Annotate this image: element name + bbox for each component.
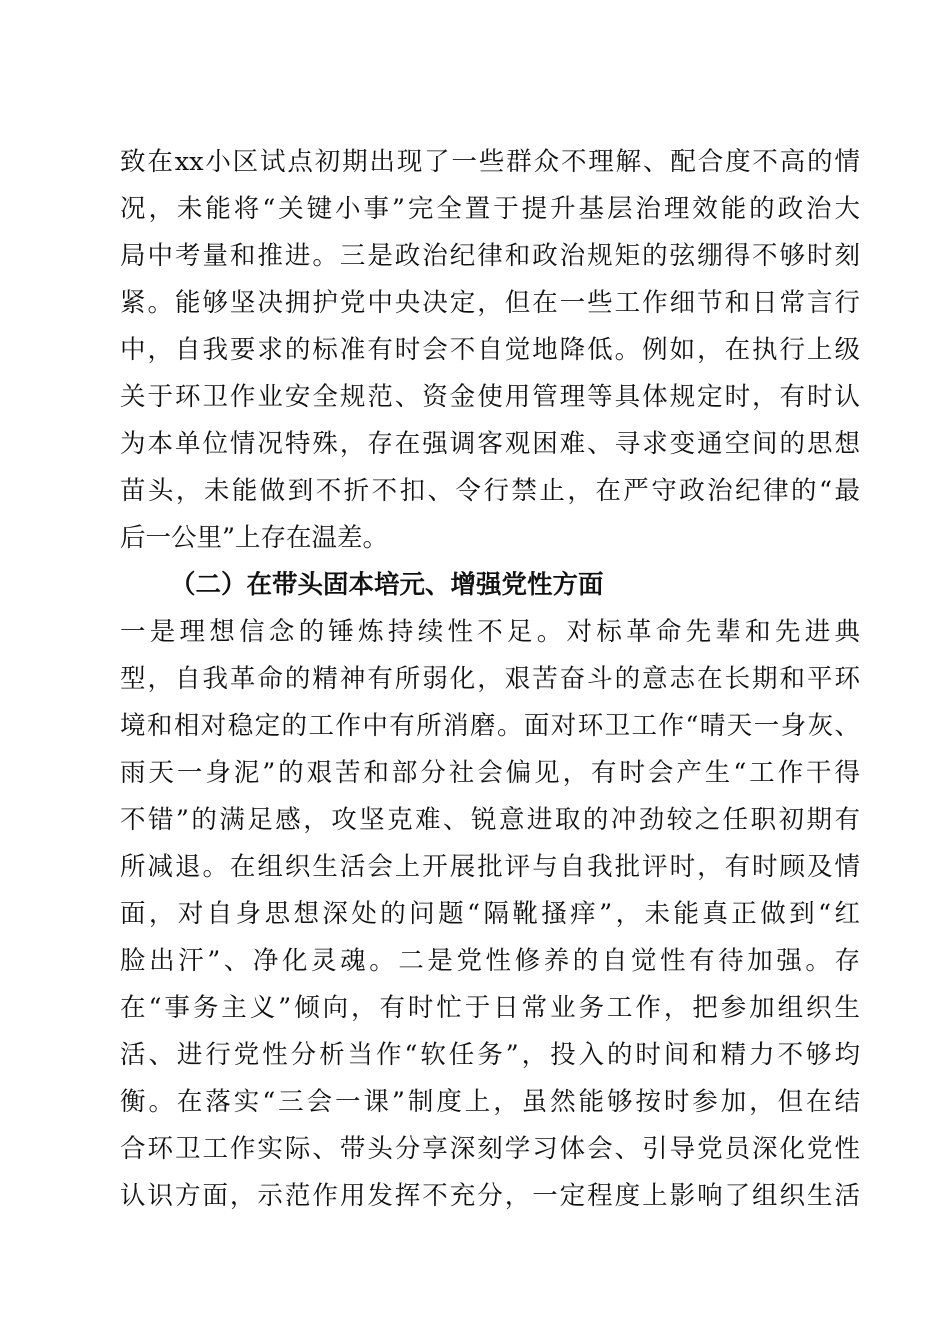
body-text-line: 所减退。在组织生活会上开展批评与自我批评时，有时顾及情 <box>120 852 860 882</box>
body-text-line: 为本单位情况特殊，存在强调客观困难、寻求变通空间的思想 <box>120 429 860 459</box>
body-text-line: 苗头，未能做到不折不扣、令行禁止，在严守政治纪律的“最 <box>120 476 860 506</box>
body-text-line: 境和相对稳定的工作中有所消磨。面对环卫工作“晴天一身灰、 <box>120 711 860 741</box>
body-text-line: 认识方面，示范作用发挥不充分，一定程度上影响了组织生活 <box>120 1181 860 1211</box>
body-text-line: 不错”的满足感，攻坚克难、锐意进取的冲劲较之任职初期有 <box>120 805 860 835</box>
body-text-line: 紧。能够坚决拥护党中央决定，但在一些工作细节和日常言行 <box>120 288 860 318</box>
body-text-line: 雨天一身泥”的艰苦和部分社会偏见，有时会产生“工作干得 <box>120 758 860 788</box>
body-text-line: 面，对自身思想深处的问题“隔靴搔痒”，未能真正做到“红 <box>120 899 860 929</box>
body-text-line: 况，未能将“关键小事”完全置于提升基层治理效能的政治大 <box>120 194 860 224</box>
body-text-line: 后一公里”上存在温差。 <box>120 523 389 553</box>
body-text-line: 脸出汗”、净化灵魂。二是党性修养的自觉性有待加强。存 <box>120 946 860 976</box>
body-text-line: 中，自我要求的标准有时会不自觉地降低。例如，在执行上级 <box>120 335 860 365</box>
body-text-line: 在“事务主义”倾向，有时忙于日常业务工作，把参加组织生 <box>120 993 860 1023</box>
body-text-line: 衡。在落实“三会一课”制度上，虽然能够按时参加，但在结 <box>120 1087 860 1117</box>
body-text-line: 活、进行党性分析当作“软任务”，投入的时间和精力不够均 <box>120 1040 860 1070</box>
body-text-line: 致在xx小区试点初期出现了一些群众不理解、配合度不高的情 <box>120 147 860 177</box>
body-text-line: 关于环卫作业安全规范、资金使用管理等具体规定时，有时认 <box>120 382 860 412</box>
body-text-line: 型，自我革命的精神有所弱化，艰苦奋斗的意志在长期和平环 <box>120 664 860 694</box>
section-heading: （二）在带头固本培元、增强党性方面 <box>170 570 604 600</box>
body-text-line-lead: 一是理想信念的锤炼持续性不足。对标革命先辈和先进典 <box>120 617 860 647</box>
body-text-line: 合环卫工作实际、带头分享深刻学习体会、引导党员深化党性 <box>120 1134 860 1164</box>
body-text-line: 局中考量和推进。三是政治纪律和政治规矩的弦绷得不够时刻 <box>120 241 860 271</box>
